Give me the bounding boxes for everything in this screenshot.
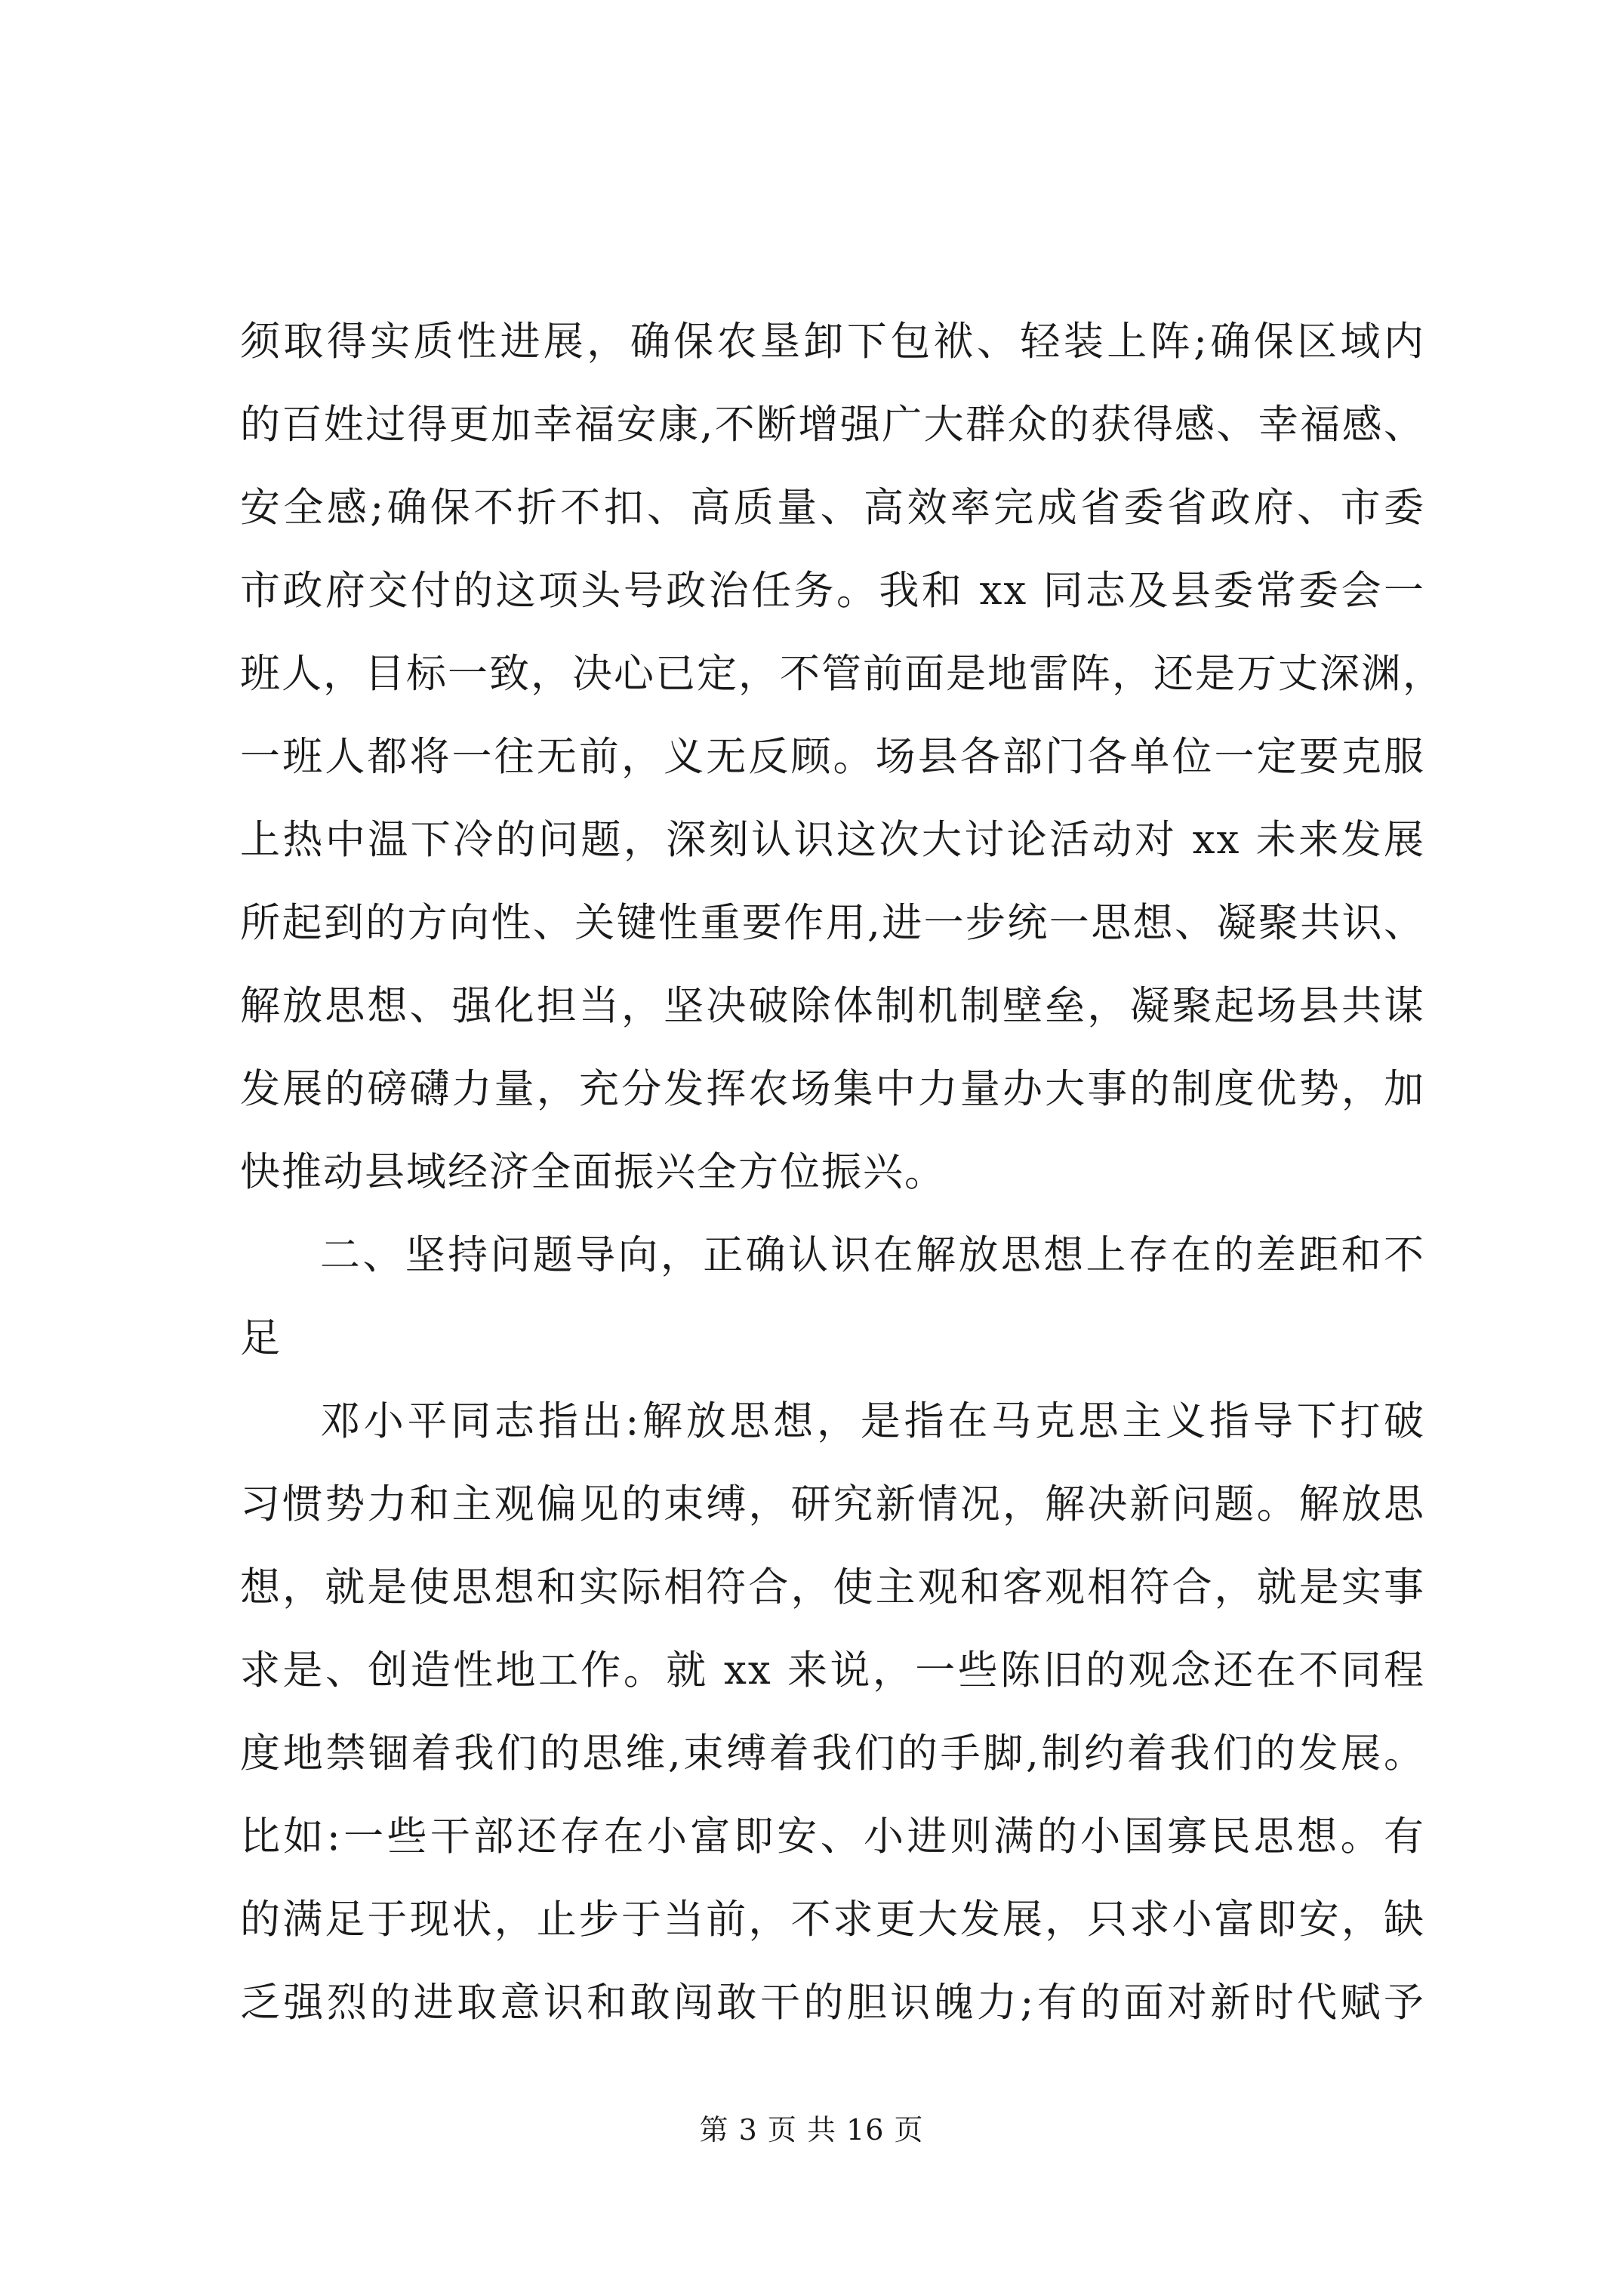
body-line: 比如:一些干部还存在小富即安、小进则满的小国寡民思想。有 [240, 1814, 1425, 1860]
body-line: 解放思想、强化担当，坚决破除体制机制壁垒，凝聚起场县共谋 [240, 983, 1425, 1029]
body-line: 邓小平同志指出:解放思想，是指在马克思主义指导下打破 [320, 1398, 1425, 1444]
body-line: 市政府交付的这项头号政治任务。我和 xx 同志及县委常委会一 [240, 568, 1425, 614]
body-line: 习惯势力和主观偏见的束缚，研究新情况，解决新问题。解放思 [240, 1481, 1425, 1527]
body-line: 上热中温下冷的问题，深刻认识这次大讨论活动对 xx 未来发展 [240, 817, 1425, 863]
body-line: 安全感;确保不折不扣、高质量、高效率完成省委省政府、市委 [240, 485, 1425, 531]
body-line: 所起到的方向性、关键性重要作用,进一步统一思想、凝聚共识、 [240, 900, 1425, 946]
body-line: 求是、创造性地工作。就 xx 来说，一些陈旧的观念还在不同程 [240, 1647, 1425, 1693]
page-number-footer: 第 3 页 共 16 页 [699, 2113, 924, 2147]
body-line: 发展的磅礴力量，充分发挥农场集中力量办大事的制度优势，加 [240, 1066, 1425, 1112]
body-line: 一班人都将一往无前，义无反顾。场县各部门各单位一定要克服 [240, 734, 1425, 780]
body-line: 须取得实质性进展，确保农垦卸下包袱、轻装上阵;确保区域内 [240, 319, 1425, 365]
body-line: 快推动县域经济全面振兴全方位振兴。 [240, 1149, 946, 1195]
section-heading-line: 足 [240, 1315, 282, 1361]
body-line: 的百姓过得更加幸福安康,不断增强广大群众的获得感、幸福感、 [240, 402, 1425, 448]
body-line: 乏强烈的进取意识和敢闯敢干的胆识魄力;有的面对新时代赋予 [240, 1980, 1425, 2026]
body-line: 想，就是使思想和实际相符合，使主观和客观相符合，就是实事 [240, 1564, 1425, 1610]
body-line: 班人，目标一致，决心已定，不管前面是地雷阵，还是万丈深渊， [240, 651, 1444, 697]
body-line: 的满足于现状，止步于当前，不求更大发展，只求小富即安，缺 [240, 1897, 1425, 1943]
body-line: 度地禁锢着我们的思维,束缚着我们的手脚,制约着我们的发展。 [240, 1730, 1425, 1777]
section-heading-line: 二、坚持问题导向，正确认识在解放思想上存在的差距和不 [320, 1232, 1425, 1278]
document-body [240, 300, 1444, 2045]
